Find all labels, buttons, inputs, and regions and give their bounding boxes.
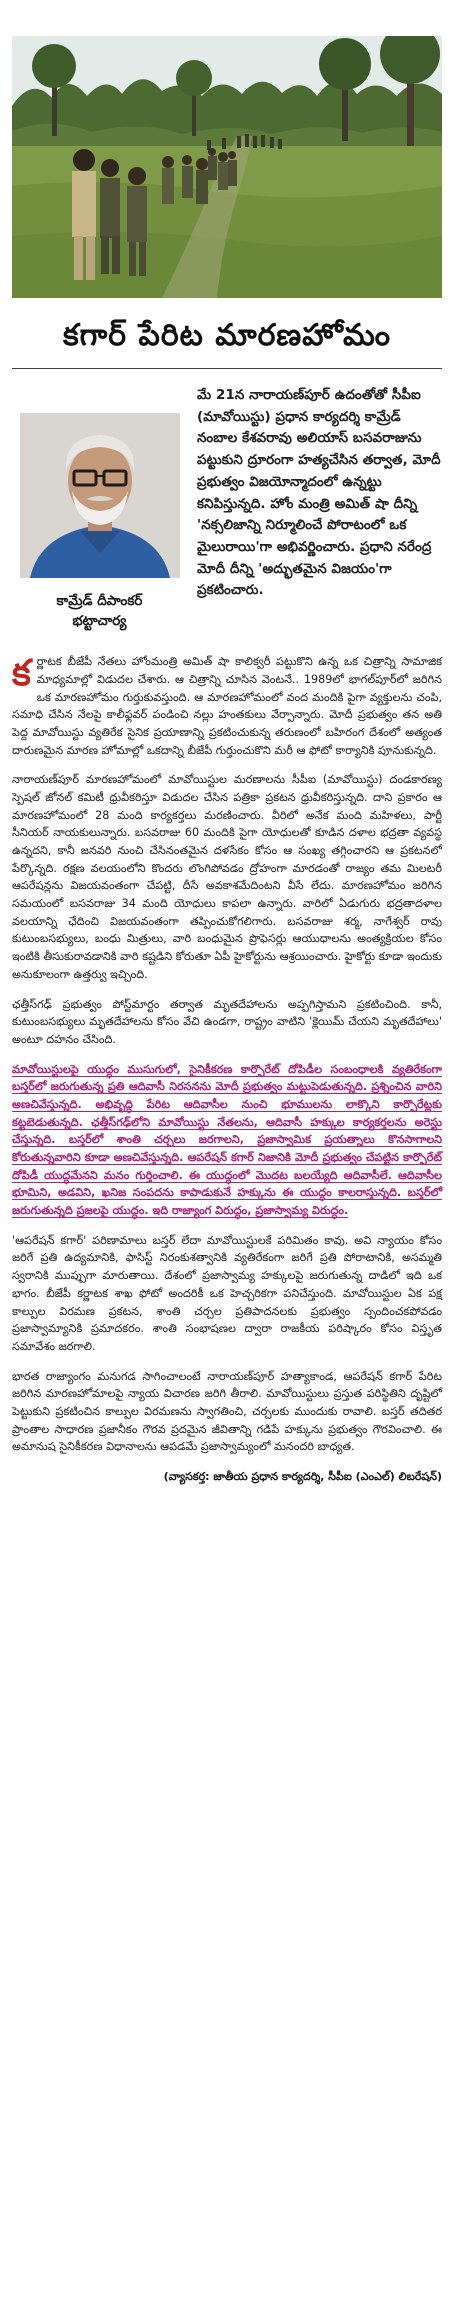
author-signoff: (వ్యాసకర్త: జాతీయ ప్రధాన కార్యదర్శి, సీపీఐ (ఎంఎల్) లిబరేషన్) bbox=[163, 1470, 442, 1483]
author-byline bbox=[12, 592, 187, 631]
author-intro-row bbox=[12, 385, 442, 631]
hero-photo bbox=[12, 36, 442, 298]
intro-standfirst bbox=[197, 385, 442, 631]
pull-quote-paragraph bbox=[12, 1061, 442, 1220]
author-portrait-illustration bbox=[20, 413, 180, 578]
author-name-line1: కామ్రేడ్ దీపాంకర్ bbox=[56, 593, 143, 609]
author-portrait bbox=[20, 413, 180, 578]
paragraph-5: 'ఆపరేషన్ కగార్' పరిణామాలు బస్తర్ లేదా మావోయిస్టులకే పరిమితం కావు. అవి న్యాయం కోసం జరిగే ప్రతి ఉద్యమానికి, ఫాసిస్ట్ నిరంకుశత్వానికి వ్యతిరేకంగా జరిగే ప్రతి పోరాటానికి, అసమ్మతి స్వరానికి ముప్పుగా మారుతాయి. దేశంలో ప్రజాస్వామ్య హక్కులపై జరుగుతున్న దాడిలో ఇది ఒక భాగం. బీజేపీ కర్ణాటక శాఖ ఫోటో అందరికీ ఒక హెచ్చరికగా పనిచేస్తుంది. మావోయిస్టుల ఏక పక్ష కాల్పుల విరమణ ప్రకటన, శాంతి చర్చల ప్రతిపాదనలకు ప్రభుత్వం స్పందించకపోవడం ప్రజాస్వామ్యానికి ప్రమాదకరం. శాంతి సంభాషణల ద్వారా రాజకీయ పరిష్కారం కోసం విస్తృత సమావేశం జరగాలి. bbox=[12, 1233, 442, 1353]
paragraph-1 bbox=[12, 653, 442, 759]
headline-divider bbox=[12, 368, 442, 369]
intro-text: మే 21న నారాయణ్‌పూర్ ఉదంతోతో సీపీఐ (మావోయిస్టు) ప్రధాన కార్యదర్శి కామ్రేడ్ నంబాల కేశవరావు అలియాస్ బసవరాజును పట్టుకుని ద్రూరంగా హత్యచేసిన తర్వాత, మోదీ ప్రభుత్వం విజయోన్మాదంలో ఉన్నట్టు కనిపిస్తున్నది. హోం మంత్రి అమిత్ షా దీన్ని 'నక్సలిజాన్ని నిర్మూలించే పోరాటంలో ఒక మైలురాయి'గా అభివర్ణించారు. ప్రధాని నరేంద్ర మోదీ దీన్ని 'అద్భుతమైన విజయం'గా ప్రకటించారు. bbox=[197, 388, 441, 599]
forest-patrol-illustration bbox=[12, 36, 442, 298]
article-body bbox=[12, 653, 442, 1485]
author-column bbox=[12, 385, 187, 631]
author-name-line2: భట్టాచార్య bbox=[72, 612, 127, 629]
paragraph-6: భారత రాజ్యాంగం మనుగడ సాగించాలంటే నారాయణ్‌పూర్ హత్యాకాండ, ఆపరేషన్ కగార్ పేరిట జరిగిన మారణహోమాలపై న్యాయ విచారణ జరిగి తీరాలి. మావోయిస్టులు ప్రస్తుత పరిస్థితిని దృష్టిలో పెట్టుకుని ప్రకటించిన కాల్పుల విరమణను స్వాగతించి, చర్చలకు ముందుకు రావాలి. బస్తర్ తదితర ప్రాంతాల సాధారణ ప్రజానీకం గౌరవ ప్రదమైన జీవితాన్ని గడిపే హక్కును ప్రభుత్వం గౌరవించాలి. ఈ అమానుష సైనికీకరణ విధానాలను ఆపడమే ప్రజాస్వామ్యంలో మనందరి బాధ్యత. bbox=[12, 1369, 442, 1454]
paragraph-3: ఛత్తీస్‌గఢ్ ప్రభుత్వం పోస్ట్‌మార్టం తర్వాత మృతదేహాలను అప్పగిస్తామని ప్రకటించింది. కానీ, కుటుంబసభ్యులు మృతదేహాలను కోసం వేచి ఉండగా, రాష్ట్రం వాటిని 'క్లెయిమ్ చేయని మృతదేహాలు' అంటూ దహనం చేసింది. bbox=[12, 997, 442, 1046]
pull-quote-text: మావోయిస్టులపై యుద్ధం ముసుగులో, సైనికీకరణ కార్పొరేట్ దోపిడీల సంబంధాలకి వ్యతిరేకంగా బస్తర్‌లో జరుగుతున్న ప్రతి ఆదివాసీ నిరసనను మోదీ ప్రభుత్వం మట్టుపెడుతున్నది. ప్రశ్నించిన వారిని అణచివేస్తున్నది. అభివృద్ధి పేరిట ఆదివాసీల నుంచి భూములను లాక్కొని కార్పొరేట్లకు కట్టబెడుతున్నది. ఛత్తీస్‌గఢ్‌లోని మావోయిస్టు నేతలను, ఆదివాసీ హక్కుల కార్యకర్తలను అరెస్టు చేస్తున్నది. బస్తర్‌లో శాంతి చర్చలు జరగాలని, ప్రజాస్వామిక ప్రయత్నాలు కొనసాగాలని కోరుతున్నవారిని కూడా అణచివేస్తున్నది. ఆపరేషన్ కగార్ నిజానికి మోదీ ప్రభుత్వం చేపట్టిన కార్పొరేట్ దోపిడీ యుద్ధమేనని మనం గుర్తించాలి. ఈ యుద్ధంలో మొదట బలయ్యేది ఆదివాసీలే. ఆదివాసీల భూమిని, అడవిని, ఖనిజ సంపదను కాపాడుకునే హక్కును ఈ యుద్ధం కాలరాస్తున్నది. బస్తర్‌లో జరుగుతున్నది ప్రజలపై యుద్ధం. ఇది రాజ్యాంగ విరుద్ధం, ప్రజాస్వామ్య విరుద్ధం. bbox=[12, 1062, 442, 1218]
headline: కగార్ పేరిట మారణహోమం bbox=[62, 318, 392, 353]
dropcap: క bbox=[12, 652, 31, 695]
paragraph-1-text: ర్ణాటక బీజేపీ నేతలు హోంమంత్రి అమిత్ షా కాలిక్వరీ పట్టుకొని ఉన్న ఒక చిత్రాన్ని సామాజిక మాధ్యమాల్లో విడుదల చేశారు. ఆ చిత్రాన్ని చూసిన వెంటనే.. 1989లో భాగల్‌పూర్‌లో జరిగిన ఒక మారణహోమం గుర్తుకువస్తుంది. ఆ మారణహోమంలో వంద మందికి పైగా వ్యక్తులను చంపి, సమాధి చేసిన నేలపై కాలీఫ్లవర్ పండించి నల్లు హంతకులు వేర్పాన్నారు. మోదీ ప్రభుత్వం తన అతి పెద్ద మావోయిస్టు వ్యతిరేక సైనిక ప్రయాణాన్ని ప్రకటించుకున్న తరుణంలో బహిరంగ దేశంలో అత్యంత దారుణమైన మారణ హోమాల్లో ఒకదాన్ని బీజేపీ గుర్తుంచుకొని మరీ ఆ ఫోటో కార్యానికి పూనుకున్నది. bbox=[12, 655, 442, 757]
paragraph-2: నారాయణ్‌పూర్ మారణహోమంలో మావోయిస్టుల మరణాలను సీపీఐ (మావోయిస్టు) దండకారణ్య స్పెషల్ జోనల్ కమిటీ ధ్రువీకరిస్తూ విడుదల చేసిన పత్రికా ప్రకటన ధ్రువీకరిస్తున్నది. దాని ప్రకారం ఆ మారణహోమంలో 28 మంది కార్యకర్తలు మరణించారు. వీరిలో అనేక మంది మహిళలు, పార్టీ సీనియర్ నాయకులున్నారు. బసవరాజు 60 మందికి పైగా యోధులతో కూడిన దళాల భద్రతా వ్యవస్థ ఉన్నదని, కానీ జనవరి నుంచి చేసినంతమైన దళసేకం కోసం ఆ సంఖ్య తగ్గించారని ఆ ప్రకటనలో పేర్కొన్నది. రక్షణ వలయంలోని కొందరు లొంగిపోవడం ద్రోహంగా మారడంతో రాజ్యం తమ మిలటరీ ఆపరేషన్లను విజయవంతంగా చేపట్టి, దీసే అవకాశమేదింటని వీసే లేదు. మారణహోమం జరిగిన సమయంలో బసవరాజు 34 మంది యోధులు కాపలా ఉన్నారు. వారిలో ఏడుగురు భద్రతాదళాల వలయాన్ని ఛేదించి విజయవంతంగా తప్పించుకోగలిగారు. బసవరాజు శర్మ, నాగేశ్వర్‌ రావు కుటుంబసభ్యులు, బంధు మిత్రులు, వారి బంధుమైన ప్రొఫెసర్లు ఆయుధాలను అంత్యక్రియల కోసం ఇంటికి తీసుకురావడానికి వారి కష్టడిని కోరుతూ ఏపీ హైకోర్టును ఆశ్రయించారు. హైకోర్టు కూడా ఇందుకు అనుకూలంగా ఉత్తర్వు ఇచ్చింది. bbox=[12, 773, 442, 981]
